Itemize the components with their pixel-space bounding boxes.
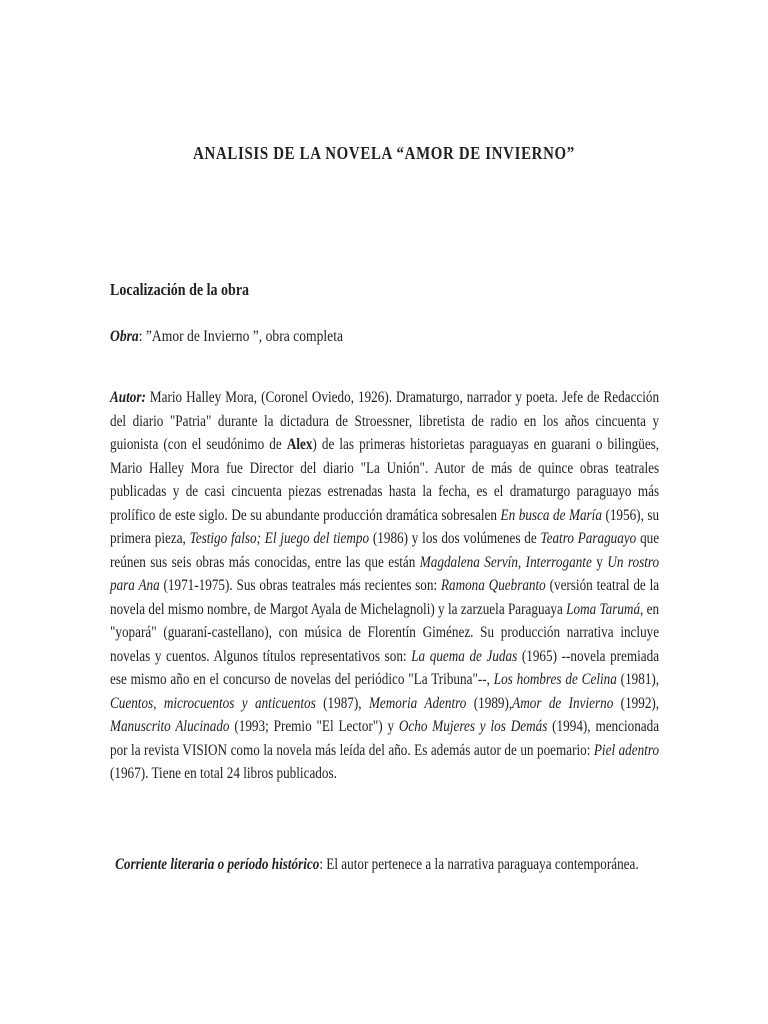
section-heading-localizacion: Localización de la obra [110, 280, 250, 299]
autor-paragraph: Autor: Mario Halley Mora, (Coronel Oviedo, 1926). Dramaturgo, narrador y poeta. Jefe de Redacción del diario "Patria" durante la dictadura de Stroessner, libretista de radio en los años cincuenta y guionista (con el seudónimo de Alex) de las primeras historietas paraguayas en guarani o bilingües, Mario Halley Mora fue Director del diario "La Unión". Autor de más de quince obras teatrales publicadas y de casi cincuenta piezas estrenadas hasta la fecha, es el dramaturgo paraguayo más prolífico de este siglo. De su abundante producción dramática sobresalen En busca de María (1956), su primera pieza, Testigo falso; El juego del tiempo (1986) y los dos volúmenes de Teatro Paraguayo que reúnen sus seis obras más conocidas, entre las que están Magdalena Servín, Interrogante y Un rostro para Ana (1971-1975). Sus obras teatrales más recientes son: Ramona Quebranto (versión teatral de la novela del mismo nombre, de Margot Ayala de Michelagnoli) y la zarzuela Paraguaya Loma Tarumá, en "yopará" (guaraní-castellano), con música de Florentín Giménez. Su producción narrativa incluye novelas y cuentos. Algunos títulos representativos son: La quema de Judas (1965) --novela premiada ese mismo año en el concurso de novelas del periódico "La Tribuna"--, Los hombres de Celina (1981), Cuentos, microcuentos y anticuentos (1987), Memoria Adentro (1989),Amor de Invierno (1992), Manuscrito Alucinado (1993; Premio "El Lector") y Ocho Mujeres y los Demás (1994), mencionada por la revista VISION como la novela más leída del año. Es además autor de un poemario: Piel adentro (1967). Tiene en total 24 libros publicados. [110, 389, 660, 782]
obra-line: Obra: ”Amor de Invierno ”, obra completa [110, 328, 344, 345]
document-title: ANALISIS DE LA NOVELA “AMOR DE INVIERNO” [193, 143, 575, 163]
corriente-paragraph: Corriente literaria o período histórico: El autor pertenece a la narrativa paraguaya contemporánea. [115, 856, 639, 873]
